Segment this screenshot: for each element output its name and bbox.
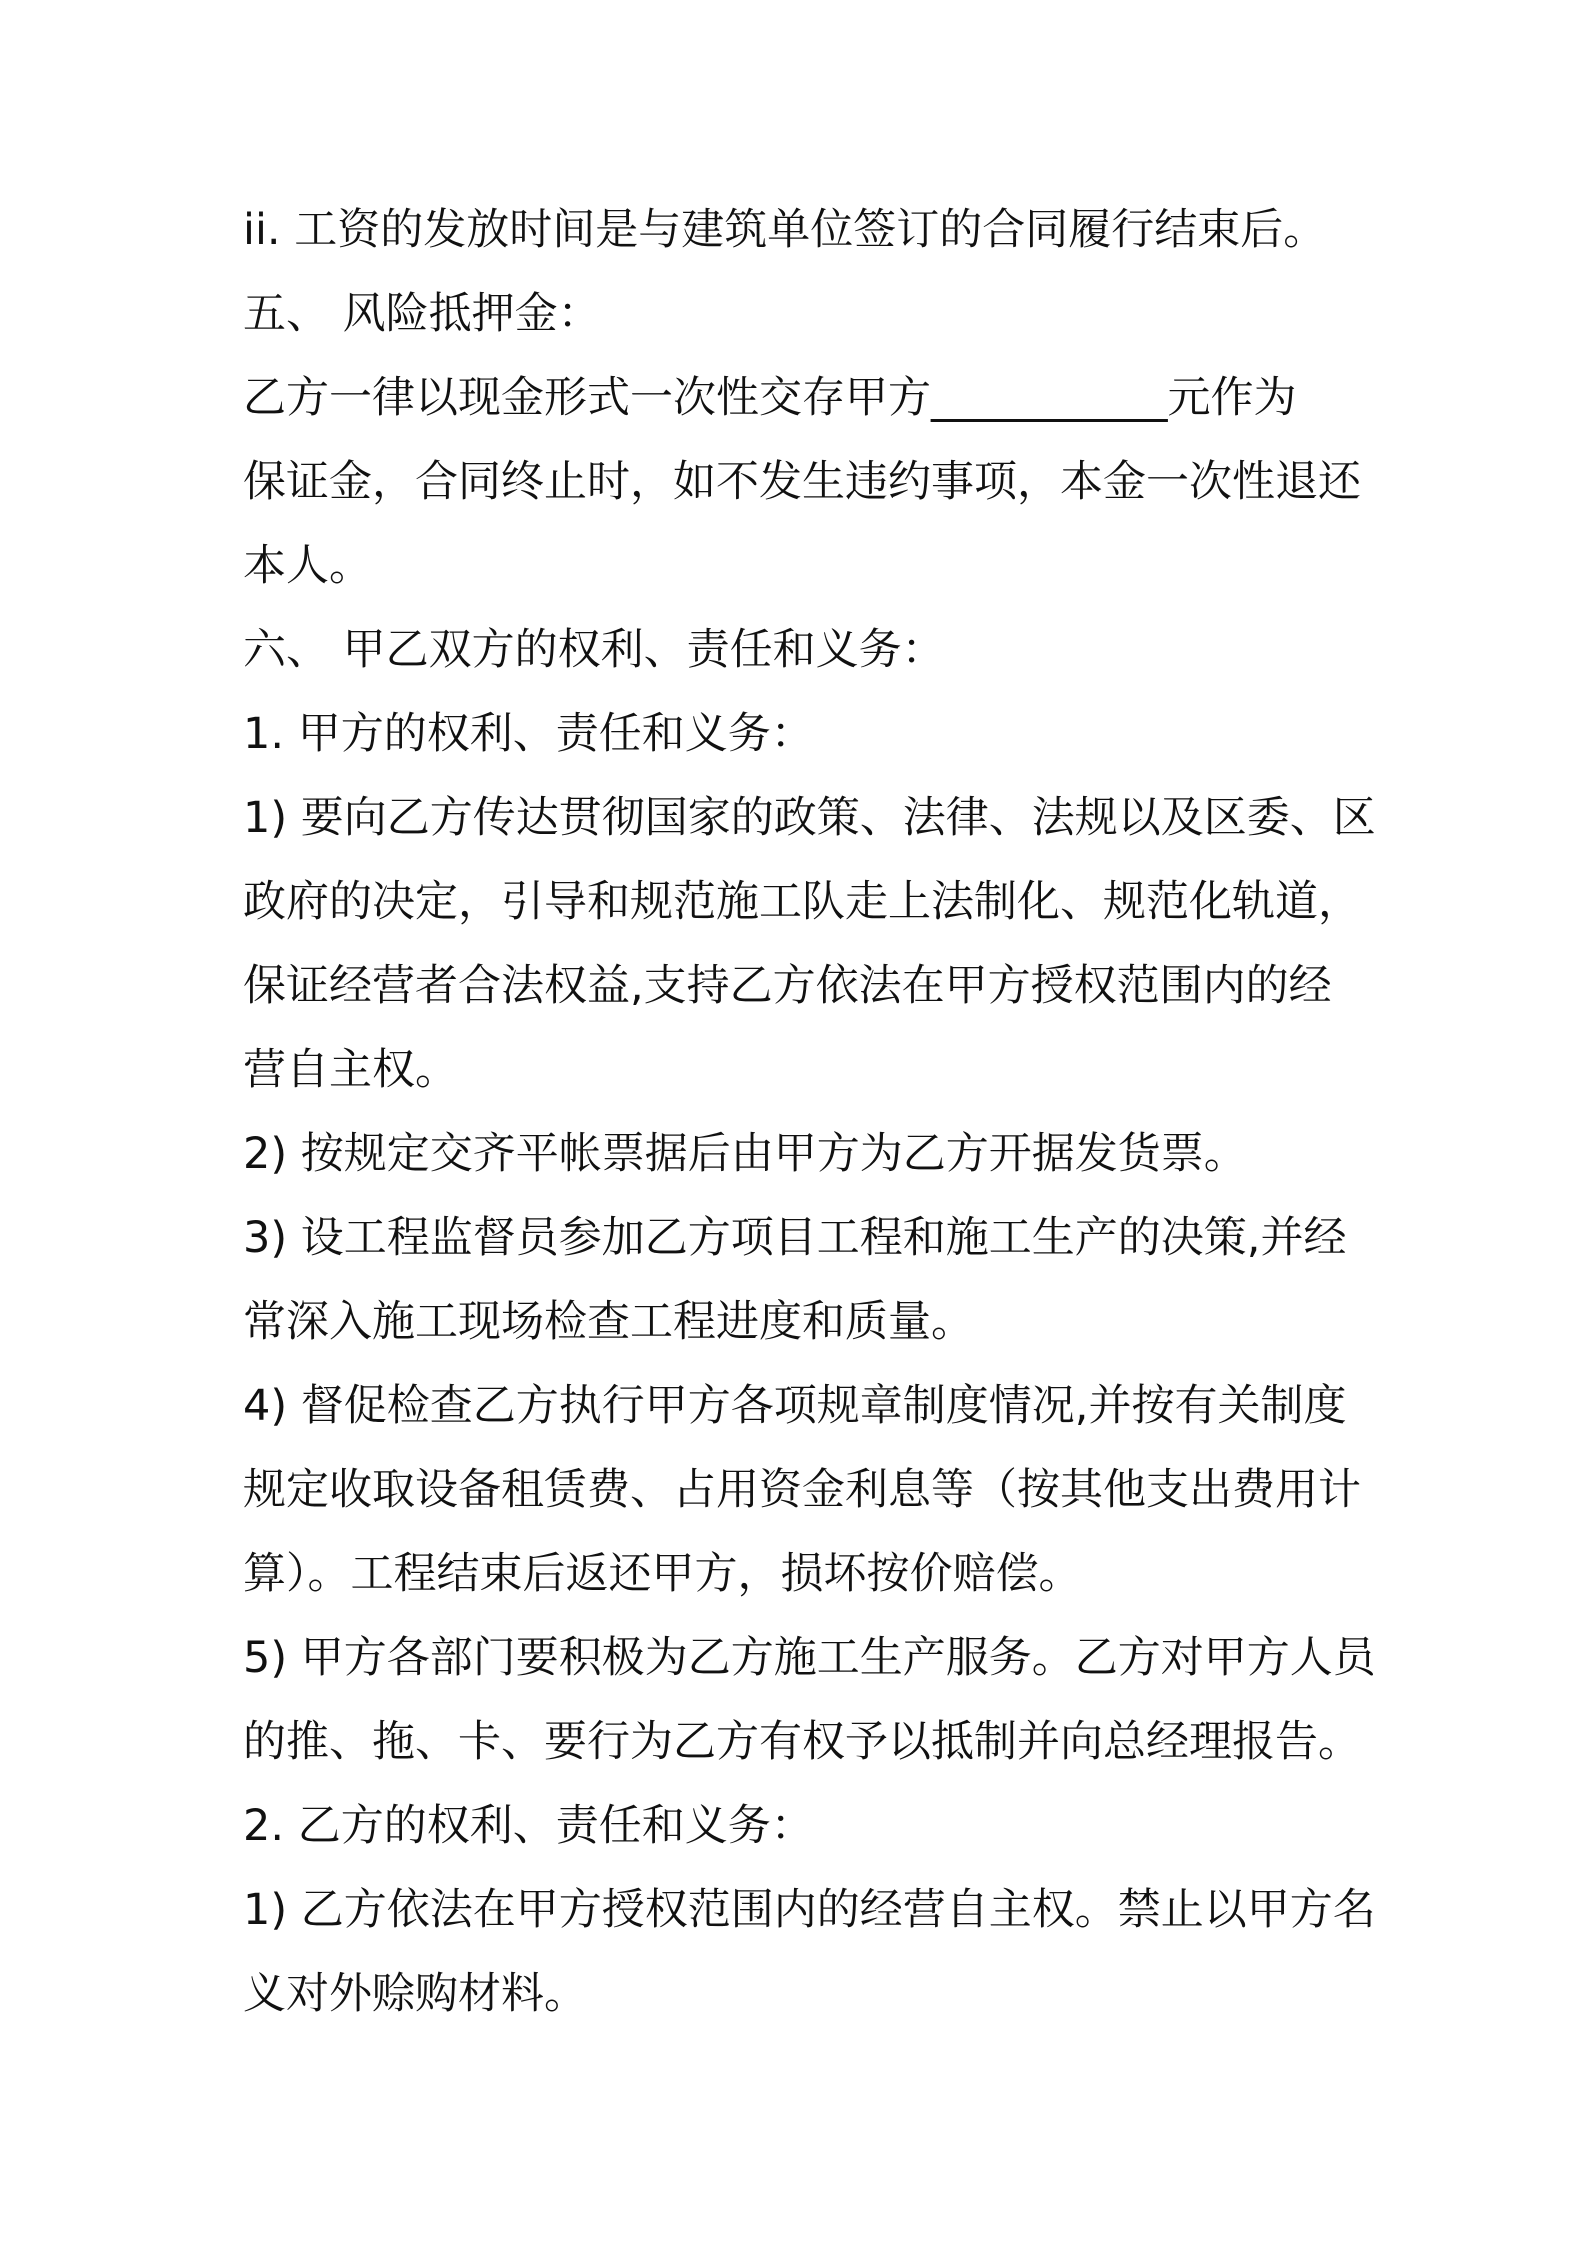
text-line: 3) 设工程监督员参加乙方项目工程和施工生产的决策,并经: [243, 1213, 1347, 1263]
subsection-heading: 1. 甲方的权利、责任和义务：: [243, 709, 814, 759]
text-line: 1) 乙方依法在甲方授权范围内的经营自主权。禁止以甲方名: [243, 1885, 1376, 1935]
text-line: 保证经营者合法权益,支持乙方依法在甲方授权范围内的经: [243, 961, 1332, 1011]
text-line: 政府的决定，引导和规范施工队走上法制化、规范化轨道，: [243, 877, 1361, 927]
text-line: 算）。工程结束后返还甲方，损坏按价赔偿。: [243, 1549, 1082, 1599]
text-line: 常深入施工现场检查工程进度和质量。: [243, 1297, 974, 1347]
subsection-heading: 2. 乙方的权利、责任和义务：: [243, 1801, 814, 1851]
text-line: 乙方一律以现金形式一次性交存甲方___________元作为: [243, 373, 1297, 423]
text-line: 1) 要向乙方传达贯彻国家的政策、法律、法规以及区委、区: [243, 793, 1376, 843]
text-line: 的推、拖、卡、要行为乙方有权予以抵制并向总经理报告。: [243, 1717, 1361, 1767]
text-line: 规定收取设备租赁费、占用资金利息等（按其他支出费用计: [243, 1465, 1361, 1515]
text-line: 保证金，合同终止时，如不发生违约事项，本金一次性退还: [243, 457, 1361, 507]
text-line: 营自主权。: [243, 1045, 458, 1095]
text-line: ii. 工资的发放时间是与建筑单位签订的合同履行结束后。: [243, 205, 1327, 255]
section-heading: 六、 甲乙双方的权利、责任和义务：: [243, 625, 945, 675]
text-line: 5) 甲方各部门要积极为乙方施工生产服务。乙方对甲方人员: [243, 1633, 1376, 1683]
text-line: 4) 督促检查乙方执行甲方各项规章制度情况,并按有关制度: [243, 1381, 1347, 1431]
text-line: 本人。: [243, 541, 372, 591]
section-heading: 五、 风险抵押金：: [243, 289, 601, 339]
text-line: 2) 按规定交齐平帐票据后由甲方为乙方开据发货票。: [243, 1129, 1247, 1179]
text-line: 义对外赊购材料。: [243, 1969, 587, 2019]
